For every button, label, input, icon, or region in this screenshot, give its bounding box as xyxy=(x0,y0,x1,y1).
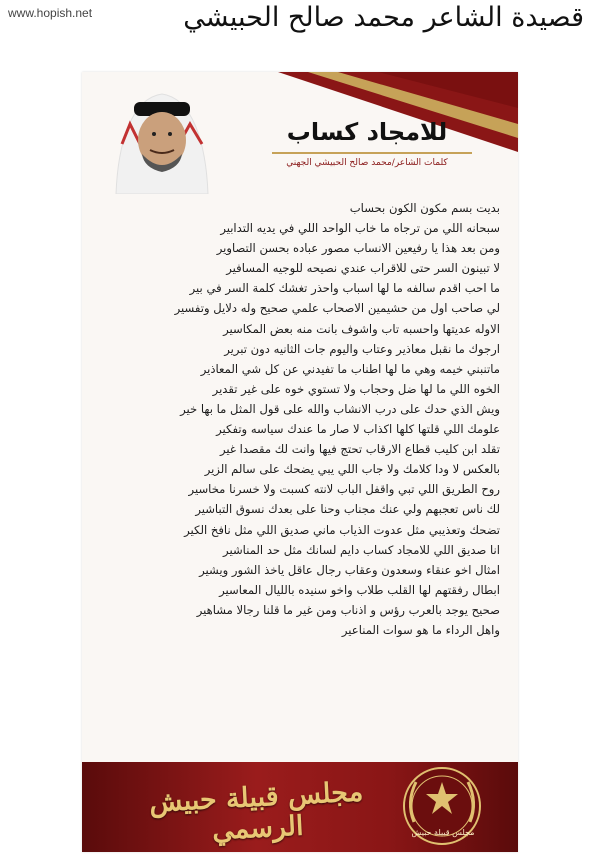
poem-line: ويش الذي حدك على درب الانشاب والله على قول المثل ما بها خير xyxy=(180,401,500,416)
poem-line: ابطال رفقتهم لها القلب طلاب واخو سنيده بالليال المعاسير xyxy=(219,582,500,597)
poem-line: بالعكس لا ودا كلامك ولا جاب اللي يبي يضحك على سالم الزير xyxy=(204,462,500,477)
poem-line: سبحانه اللي من ترجاه ما خاب الواحد اللي في يديه التدابير xyxy=(220,221,500,236)
poem-line: صحيح يوجد بالعرب رؤس و اذناب ومن غير ما قلنا رجالا مشاهير xyxy=(196,602,500,617)
poet-portrait xyxy=(110,84,214,194)
poem-line: بديت بسم مكون الكون بحساب xyxy=(349,201,500,215)
poem-line: لا تبينون السر حتى للاقراب عندي نصيحه للوجيه المسافير xyxy=(226,261,500,276)
poem-author: كلمات الشاعر/محمد صالح الحبيشي الجهني xyxy=(286,158,448,168)
site-url: www.hopish.net xyxy=(8,6,93,20)
poem-line: روح الطريق اللي تبي واقفل الباب لانته كسبت ولا خسرنا مخاسير xyxy=(188,482,500,497)
poem-line: علومك اللي قلتها كلها اكذاب لا صار ما عندك سياسه وتفكير xyxy=(216,422,500,437)
poem-line: تقلد ابن كليب قطاع الارقاب تحتج فيها وانت لك مقصدا غير xyxy=(219,442,500,457)
emblem-label: مجلس قبيلة حبيش xyxy=(411,828,475,837)
page-title: قصيدة الشاعر محمد صالح الحبيشي xyxy=(183,2,584,33)
poem-line: انا صديق اللي للامجاد كساب دايم لسانك مثل حد المناشير xyxy=(223,542,500,557)
poem-line: ارجوك ما نقبل معاذير وعتاب واليوم جات الثانيه دون تبرير xyxy=(224,341,500,356)
council-emblem-icon xyxy=(392,766,492,850)
poem-line: ما احب اقدم سالفه ما لها اسباب واحذر تغشك كلمة السر في بير xyxy=(189,281,500,296)
heading-divider xyxy=(272,152,472,154)
poem-line: لي صاحب اول من حشيمين الاصحاب علمي صحيح وله دلايل وتفسير xyxy=(174,301,500,316)
poem-line: ومن بعد هذا يا رفيعين الانساب مصور عباده بحسن التصاوير xyxy=(216,241,500,256)
poem-heading: للامجاد كساب xyxy=(286,118,448,146)
poem-line: لك ناس تعجبهم ولي عنك مجناب وحنا على بعدك نسوق التباشير xyxy=(195,502,500,517)
poem-line: ماتنبني خيمه وهي ما لها اطناب ما تفيدني عن كل شي المعاذير xyxy=(200,361,500,376)
poem-poster xyxy=(82,72,518,852)
council-title: مجلس قبيلة حبيش الرسمي xyxy=(148,776,364,847)
poem-line: الاوله عديتها واحسبه تاب واشوف بانت منه بعض المكاسير xyxy=(223,321,500,336)
poem-line: الخوه اللي ما لها ضل وحجاب ولا تستوي خوه على غير تقدير xyxy=(212,381,500,396)
poem-line: امثال اخو عنقاء وسعدون وعقاب رجال عاقل ياخذ الشور ويشير xyxy=(199,562,500,577)
poem-line: واهل الرداء ما هو سوات المناعير xyxy=(341,622,500,637)
poem-line: تضحك وتعذيبي مثل عدوت الذياب ماني صديق اللي مثل نافخ الكير xyxy=(184,522,500,537)
council-banner xyxy=(82,762,518,852)
poem-lines xyxy=(100,198,500,640)
